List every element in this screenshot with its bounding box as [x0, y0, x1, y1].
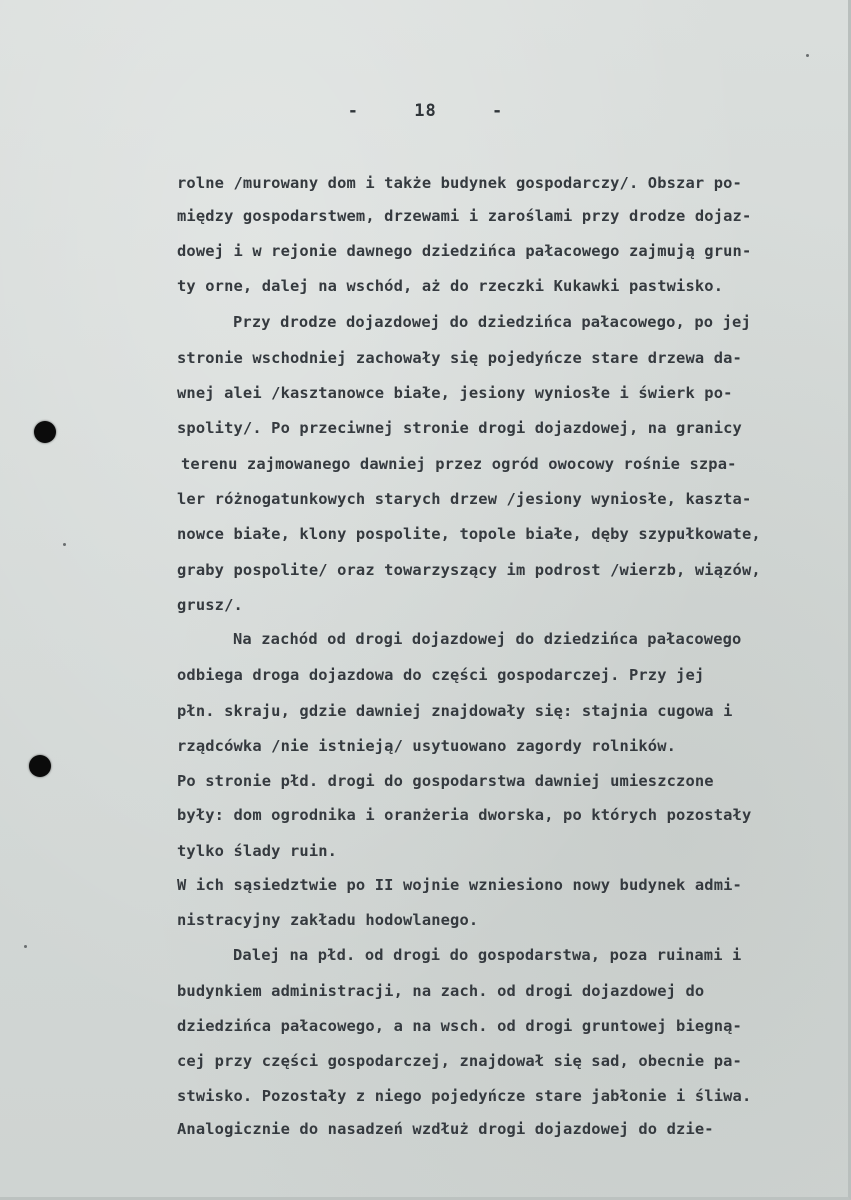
- text-line: rządcówka /nie istnieją/ usytuowano zagordy rolników.: [177, 737, 677, 755]
- text-line: wnej alei /kasztanowce białe, jesiony wyniosłe i świerk po-: [177, 384, 733, 402]
- text-line: grusz/.: [177, 596, 243, 614]
- text-line: graby pospolite/ oraz towarzyszący im podrost /wierzb, wiązów,: [177, 561, 761, 579]
- text-line: Po stronie płd. drogi do gospodarstwa dawniej umieszczone: [177, 772, 714, 790]
- text-line: odbiega droga dojazdowa do części gospodarczej. Przy jej: [177, 666, 705, 684]
- text-line: W ich sąsiedztwie po II wojnie wzniesiono nowy budynek admi-: [177, 876, 742, 894]
- text-line: nistracyjny zakładu hodowlanego.: [177, 911, 479, 929]
- text-line: Na zachód od drogi dojazdowej do dziedzińca pałacowego: [233, 630, 742, 648]
- text-line: Przy drodze dojazdowej do dziedzińca pałacowego, po jej: [233, 313, 751, 331]
- text-line: spolity/. Po przeciwnej stronie drogi dojazdowej, na granicy: [177, 419, 742, 437]
- text-line: cej przy części gospodarczej, znajdował się sad, obecnie pa-: [177, 1052, 742, 1070]
- text-line: Analogicznie do nasadzeń wzdłuż drogi dojazdowej do dzie-: [177, 1120, 714, 1138]
- text-line: rolne /murowany dom i także budynek gospodarczy/. Obszar po-: [177, 174, 742, 192]
- text-line: dowej i w rejonie dawnego dziedzińca pałacowego zajmują grun-: [177, 242, 752, 260]
- punch-hole-lower: [29, 755, 51, 777]
- text-line: stwisko. Pozostały z niego pojedyńcze stare jabłonie i śliwa.: [177, 1087, 752, 1105]
- text-line: Dalej na płd. od drogi do gospodarstwa, poza ruinami i: [233, 946, 742, 964]
- text-line: płn. skraju, gdzie dawniej znajdowały się: stajnia cugowa i: [177, 702, 733, 720]
- page-number-dash-right: -: [491, 101, 504, 121]
- text-line: dziedzińca pałacowego, a na wsch. od drogi gruntowej biegną-: [177, 1017, 742, 1035]
- punch-hole-upper: [34, 421, 56, 443]
- text-line: były: dom ogrodnika i oranżeria dworska, po których pozostały: [177, 806, 752, 824]
- text-line: stronie wschodniej zachowały się pojedyńcze stare drzewa da-: [177, 349, 742, 367]
- text-line: nowce białe, klony pospolite, topole białe, dęby szypułkowate,: [177, 525, 761, 543]
- text-line: ler różnogatunkowych starych drzew /jesiony wyniosłe, kaszta-: [177, 490, 752, 508]
- text-line: terenu zajmowanego dawniej przez ogród owocowy rośnie szpa-: [181, 455, 737, 473]
- text-line: ty orne, dalej na wschód, aż do rzeczki Kukawki pastwisko.: [177, 277, 724, 295]
- text-line: tylko ślady ruin.: [177, 842, 338, 860]
- page-number-dash-left: -: [347, 101, 359, 121]
- paper-speck: [24, 945, 27, 948]
- text-line: budynkiem administracji, na zach. od drogi dojazdowej do: [177, 982, 705, 1000]
- text-line: między gospodarstwem, drzewami i zaroślami przy drodze dojaz-: [177, 207, 752, 225]
- page-number-header: [0, 101, 851, 121]
- paper-speck: [63, 543, 66, 546]
- page-number: 18: [414, 101, 437, 121]
- paper-speck: [806, 54, 809, 57]
